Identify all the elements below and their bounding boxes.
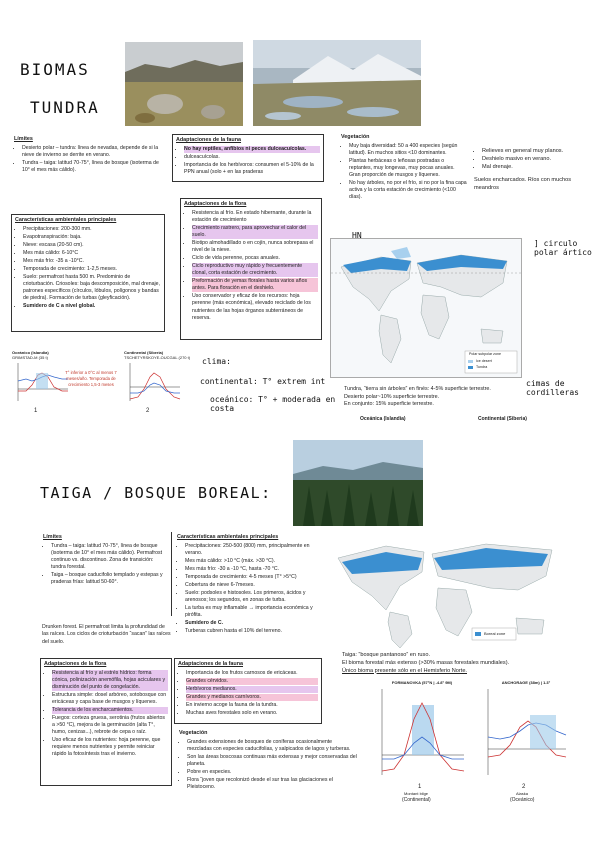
taiga-flora-item: • Fuegos: corteza gruesa, serotinia (frutos abiertos a >50 °C), mejora de la germinación (alta T°, humo, cenizas...), rebrote de cepa o raíz. — [52, 715, 168, 736]
taiga-vegetation-box — [176, 728, 360, 818]
tundra-vegetation-box — [338, 132, 470, 224]
tundra-fauna-item: • No hay reptiles, anfibios ni peces dulceacuícolas. — [184, 146, 320, 153]
taiga-limits-heading: Límites — [43, 534, 62, 540]
taiga-flora-item: • Estructura simple: dosel arbóreo, sotobosque con ericáceas y capa base de musgos y líquenes. — [52, 692, 168, 706]
tundra-limit-item: • Tundra – taiga: latitud 70-75°, línea de bosque (isoterma de 10° el mes más cálido). — [22, 160, 162, 174]
caption-line: En conjunto: 15% superficie terrestre. — [344, 401, 434, 408]
tundra-footer-cut-right: Continental (Siberia) — [478, 416, 527, 422]
taiga-env-item: • Precipitaciones: 250-500 (800) mm, principalmente en verano. — [185, 543, 319, 557]
caption-line: Desierto polar~10% superficie terrestre. — [344, 393, 440, 400]
tundra-fauna-item: • Importancia de los herbívoros: consumen el 5-10% de la PPN anual (solo + en las praderas — [184, 162, 320, 176]
tundra-vegetation-item: • No hay árboles, no por el frío, si no por la fina capa activa y la corta estación de crecimiento (<100 días). — [349, 180, 467, 201]
tundra-env-item: • Sumidero de C a nivel global. — [23, 303, 161, 310]
taiga-env-item: • Turberas cubren hasta el 10% del terreno. — [185, 628, 319, 635]
climate-red-note: T° inferior a 0°C al menos 7 meses/año. Temporada de crecimiento 1,5-3 meses — [65, 370, 117, 387]
climate-left-title: Oceánico (Islandia) — [12, 350, 49, 355]
taiga-vegetation-item: • Son las áreas boscosas continuas más extensas y mejor conservadas del planeta. — [187, 754, 357, 768]
tundra-flora-item: • Biotipo almohadillado o en cojín, nunca sobrepasa el nivel de la nieve. — [192, 240, 318, 254]
taiga-fauna-item: • Grandes cérvidos. — [186, 678, 318, 685]
caption-line: Único bioma presente sólo en el Hemisferio Norte. — [342, 667, 467, 674]
tundra-map-caption — [344, 386, 534, 409]
tundra-soils-text: Suelos encharcados. Ríos con muchos meandros — [474, 177, 572, 192]
tundra-env-item: • Nieve: escasa (20-50 cm). — [23, 242, 161, 249]
taiga-fauna-item: • Grandes y medianos carnívoros. — [186, 694, 318, 701]
taiga-limits-box — [40, 532, 172, 616]
tundra-flora-item: • Uso conservador y eficaz de los recursos: hoja perenne (más económica), elevado reciclado de los nutrientes de las hojas órganos subterráneos de reserva. — [192, 293, 318, 321]
taiga-env-item: • Suelo: podsoles e histosoles. Los primeros, ácidos y arenosos; los segundos, en zonas de turba. — [185, 590, 319, 604]
taiga-fauna-item: • Herbívoros medianos. — [186, 686, 318, 693]
climate-chart — [478, 680, 574, 806]
tundra-env-item: • Evapotranspiración: baja. — [23, 234, 161, 241]
climate-num: 1 — [418, 784, 422, 790]
tundra-fauna-box — [172, 134, 324, 182]
caption-line: Tundra, “tierra sin árboles” en finés: 4-5% superficie terrestre. — [344, 386, 491, 392]
tundra-flora-item: • Resistencia al frío. En estado hibernante, durante la estación de crecimiento — [192, 210, 318, 224]
note-continental: continental: T° extrem int — [200, 377, 326, 386]
tundra-relief-item: • Deshielo masivo en verano. — [482, 156, 592, 164]
climate-chart — [372, 680, 472, 806]
taiga-fauna-heading: Adaptaciones de la fauna — [178, 661, 244, 667]
taiga-flora-item: • Resistencia al frío y al estrés hídrico: forma cónica, polinización anemófila, hojas aciculares y disminución del punto de congelación. — [52, 670, 168, 691]
note-cordilleras: cimas de cordilleras — [526, 379, 579, 397]
tundra-env-box — [11, 214, 165, 332]
world-map — [330, 238, 522, 378]
tundra-env-item: • Mes más frío: -35 a -10°C. — [23, 258, 161, 265]
tundra-env-item: • Precipitaciones: 200-300 mm. — [23, 226, 161, 233]
tundra-flora-item: • Ciclo de vida perenne, pocas anuales. — [192, 255, 318, 262]
climate-left-title: FORMANOVKA (57°N | -4.8° 9M) — [391, 680, 453, 685]
taiga-vegetation-item: • Flora “joven que recolonizó desde el sur tras las glaciaciones el Pleistoceno. — [187, 777, 357, 791]
taiga-fauna-item: • Muchas aves forestales solo en verano. — [186, 710, 318, 717]
taiga-flora-item: • Uso eficaz de los nutrientes: hoja perenne, que requiere menos nutrientes y permite reiniciar rápido la fotosíntesis tras el invierno. — [52, 737, 168, 758]
map-legend-ice: Ice desert — [476, 359, 492, 363]
climate-mid-title: Continental (Siberia) — [124, 350, 164, 355]
taiga-env-heading: Características ambientales principales — [177, 534, 279, 540]
caption-line: Taiga: “bosque pantanoso” en ruso. — [342, 652, 431, 658]
climate-num: 1 — [34, 408, 38, 414]
tundra-heading: TUNDRA — [30, 98, 100, 117]
climate-right-type: (Oceánico) — [510, 797, 535, 803]
taiga-flora-item: • Tolerancia de los encharcamientos. — [52, 707, 168, 714]
taiga-env-item: • Cobertura de nieve 6-7meses. — [185, 582, 319, 589]
taiga-vegetation-item: • Grandes extensiones de bosques de coníferas ocasionalmente mezcladas con especies caducifolias, y salpicados de lagos y turberas. — [187, 739, 357, 753]
taiga-limit-item: • Taiga – bosque caducifolio templado y estepas y praderas frías: latitud 50-60°. — [51, 572, 168, 586]
map-legend-tundra: Tundra — [476, 365, 488, 369]
taiga-limit-item: • Tundra – taiga: latitud 70-75°, línea de bosque (isoterma de 10° el mes más cálido). Permafrost continuo vs. discontinuo. Zona de transición: tundra forestal. — [51, 543, 168, 571]
taiga-env-item: • Sumidero de C. — [185, 620, 319, 627]
taiga-fauna-box — [174, 658, 322, 724]
taiga-drunken-forest: Drunken forest. El permafrost limita la profundidad de las raíces. Los ciclos de crioturbación “sacan” las raíces del suelo. — [42, 624, 171, 645]
tundra-limits-box — [11, 134, 165, 211]
tundra-photo — [125, 42, 243, 126]
tundra-flora-item: • Ciclo reproductivo muy rápido y frecuentemente clonal, corta estación de crecimiento. — [192, 263, 318, 277]
taiga-forest-photo — [293, 440, 423, 526]
tundra-fauna-heading: Adaptaciones de la fauna — [176, 137, 242, 143]
tundra-flora-item: • Preformación de yemas florales hasta varios años antes. Para floración en el deshielo. — [192, 278, 318, 292]
climate-left-label: Montant bilge — [404, 791, 429, 796]
tundra-vegetation-right — [474, 148, 592, 193]
climate-num: 2 — [522, 784, 526, 790]
taiga-vegetation-item: • Pobre en especies. — [187, 769, 357, 776]
climate-left-type: (Continental) — [402, 797, 431, 803]
tundra-limit-item: • Desierto polar – tundra: línea de nevadas, depende de si la nieve de invierno se derrite en verano. — [22, 145, 162, 159]
tundra-landscape-photo — [253, 40, 421, 126]
tundra-fauna-item: • dulceacuícolas. — [184, 154, 320, 161]
tundra-env-item: • Mes más cálido: 6-10°C — [23, 250, 161, 257]
taiga-vegetation-heading: Vegetación — [179, 730, 208, 736]
taiga-flora-heading: Adaptaciones de la flora — [44, 661, 107, 667]
tundra-relief-item: • Relieves en general muy planos. — [482, 148, 592, 156]
climate-num: 2 — [146, 408, 150, 414]
tundra-vegetation-item: • Muy baja diversidad: 50 a 400 especies (según latitud). En muchos sitios <10 dominantes. — [349, 143, 467, 157]
tundra-flora-item: • Crecimiento rastrero, para aprovechar el calor del suelo. — [192, 225, 318, 239]
map-legend-title: Polar subpolar zone — [469, 352, 501, 356]
tundra-limits-heading: Límites — [14, 136, 33, 142]
taiga-env-item: • Mes más cálido: >10 °C (máx. >30 °C). — [185, 558, 319, 565]
taiga-env-box — [174, 532, 322, 635]
tundra-env-item: • Suelo: permafrost hasta 500 m. Predominio de crioturbación. Criosoles: baja descomposición, mal drenaje, patrones específicos (círculos, lóbulos, polígonos y bandas de piedra). Formación de turbas (gleyficación). — [23, 274, 161, 302]
climate-right-label: Alaska — [516, 791, 529, 796]
taiga-fauna-item: • Importancia de los frutos carnosos de ericáceas. — [186, 670, 318, 677]
page-title: BIOMAS — [20, 60, 90, 79]
caption-line: El bioma forestal más extenso (>30% masas forestales mundiales). — [342, 659, 510, 666]
tundra-flora-heading: Adaptaciones de la flora — [184, 201, 247, 207]
tundra-vegetation-item: • Plantas herbáceas o leñosas postradas o reptantes, muy longevas, muy pocas anuales. Gran proporción de musgos y líquenes. — [349, 158, 467, 179]
taiga-title: TAIGA / BOSQUE BOREAL: — [40, 484, 272, 502]
note-clima: clima: — [202, 357, 231, 366]
climate-chart — [124, 350, 194, 412]
note-hn: HN — [352, 231, 362, 240]
world-map — [326, 532, 566, 650]
tundra-footer-cut-left: Oceánica (Islandia) — [360, 416, 406, 422]
taiga-flora-box — [40, 658, 172, 786]
climate-mid-sub: TSCHETYRSKOYE-OUCGAL (270 t) — [124, 355, 191, 360]
taiga-fauna-item: • En invierno acoge la fauna de la tundra. — [186, 702, 318, 709]
note-arctic-circle: ] circulo polar ártico — [534, 239, 592, 257]
tundra-relief-item: • Mal drenaje. — [482, 164, 592, 172]
climate-right-title: ANCHORAGE (38m) | 1.3° — [501, 680, 551, 685]
climate-left-sub: GRIMSTAD-M (35 t) — [12, 355, 48, 360]
map-legend-boreal: Boreal zone — [484, 631, 506, 636]
tundra-vegetation-heading: Vegetación — [341, 134, 370, 140]
tundra-env-item: • Temporada de crecimiento: 1-2,5 meses. — [23, 266, 161, 273]
note-oceanico: oceánico: T° + moderada en costa — [210, 395, 336, 413]
taiga-env-item: • La turba es muy inflamable → importancia económica y pirófita. — [185, 605, 319, 619]
taiga-map-caption — [342, 652, 562, 675]
taiga-env-item: • Temporada de crecimiento: 4-5 meses (T° >5°C) — [185, 574, 319, 581]
tundra-env-heading: Características ambientales principales — [15, 217, 117, 223]
tundra-flora-box — [180, 198, 322, 340]
taiga-env-item: • Mes más frío: -30 a -10 °C, hasta -70 °C. — [185, 566, 319, 573]
